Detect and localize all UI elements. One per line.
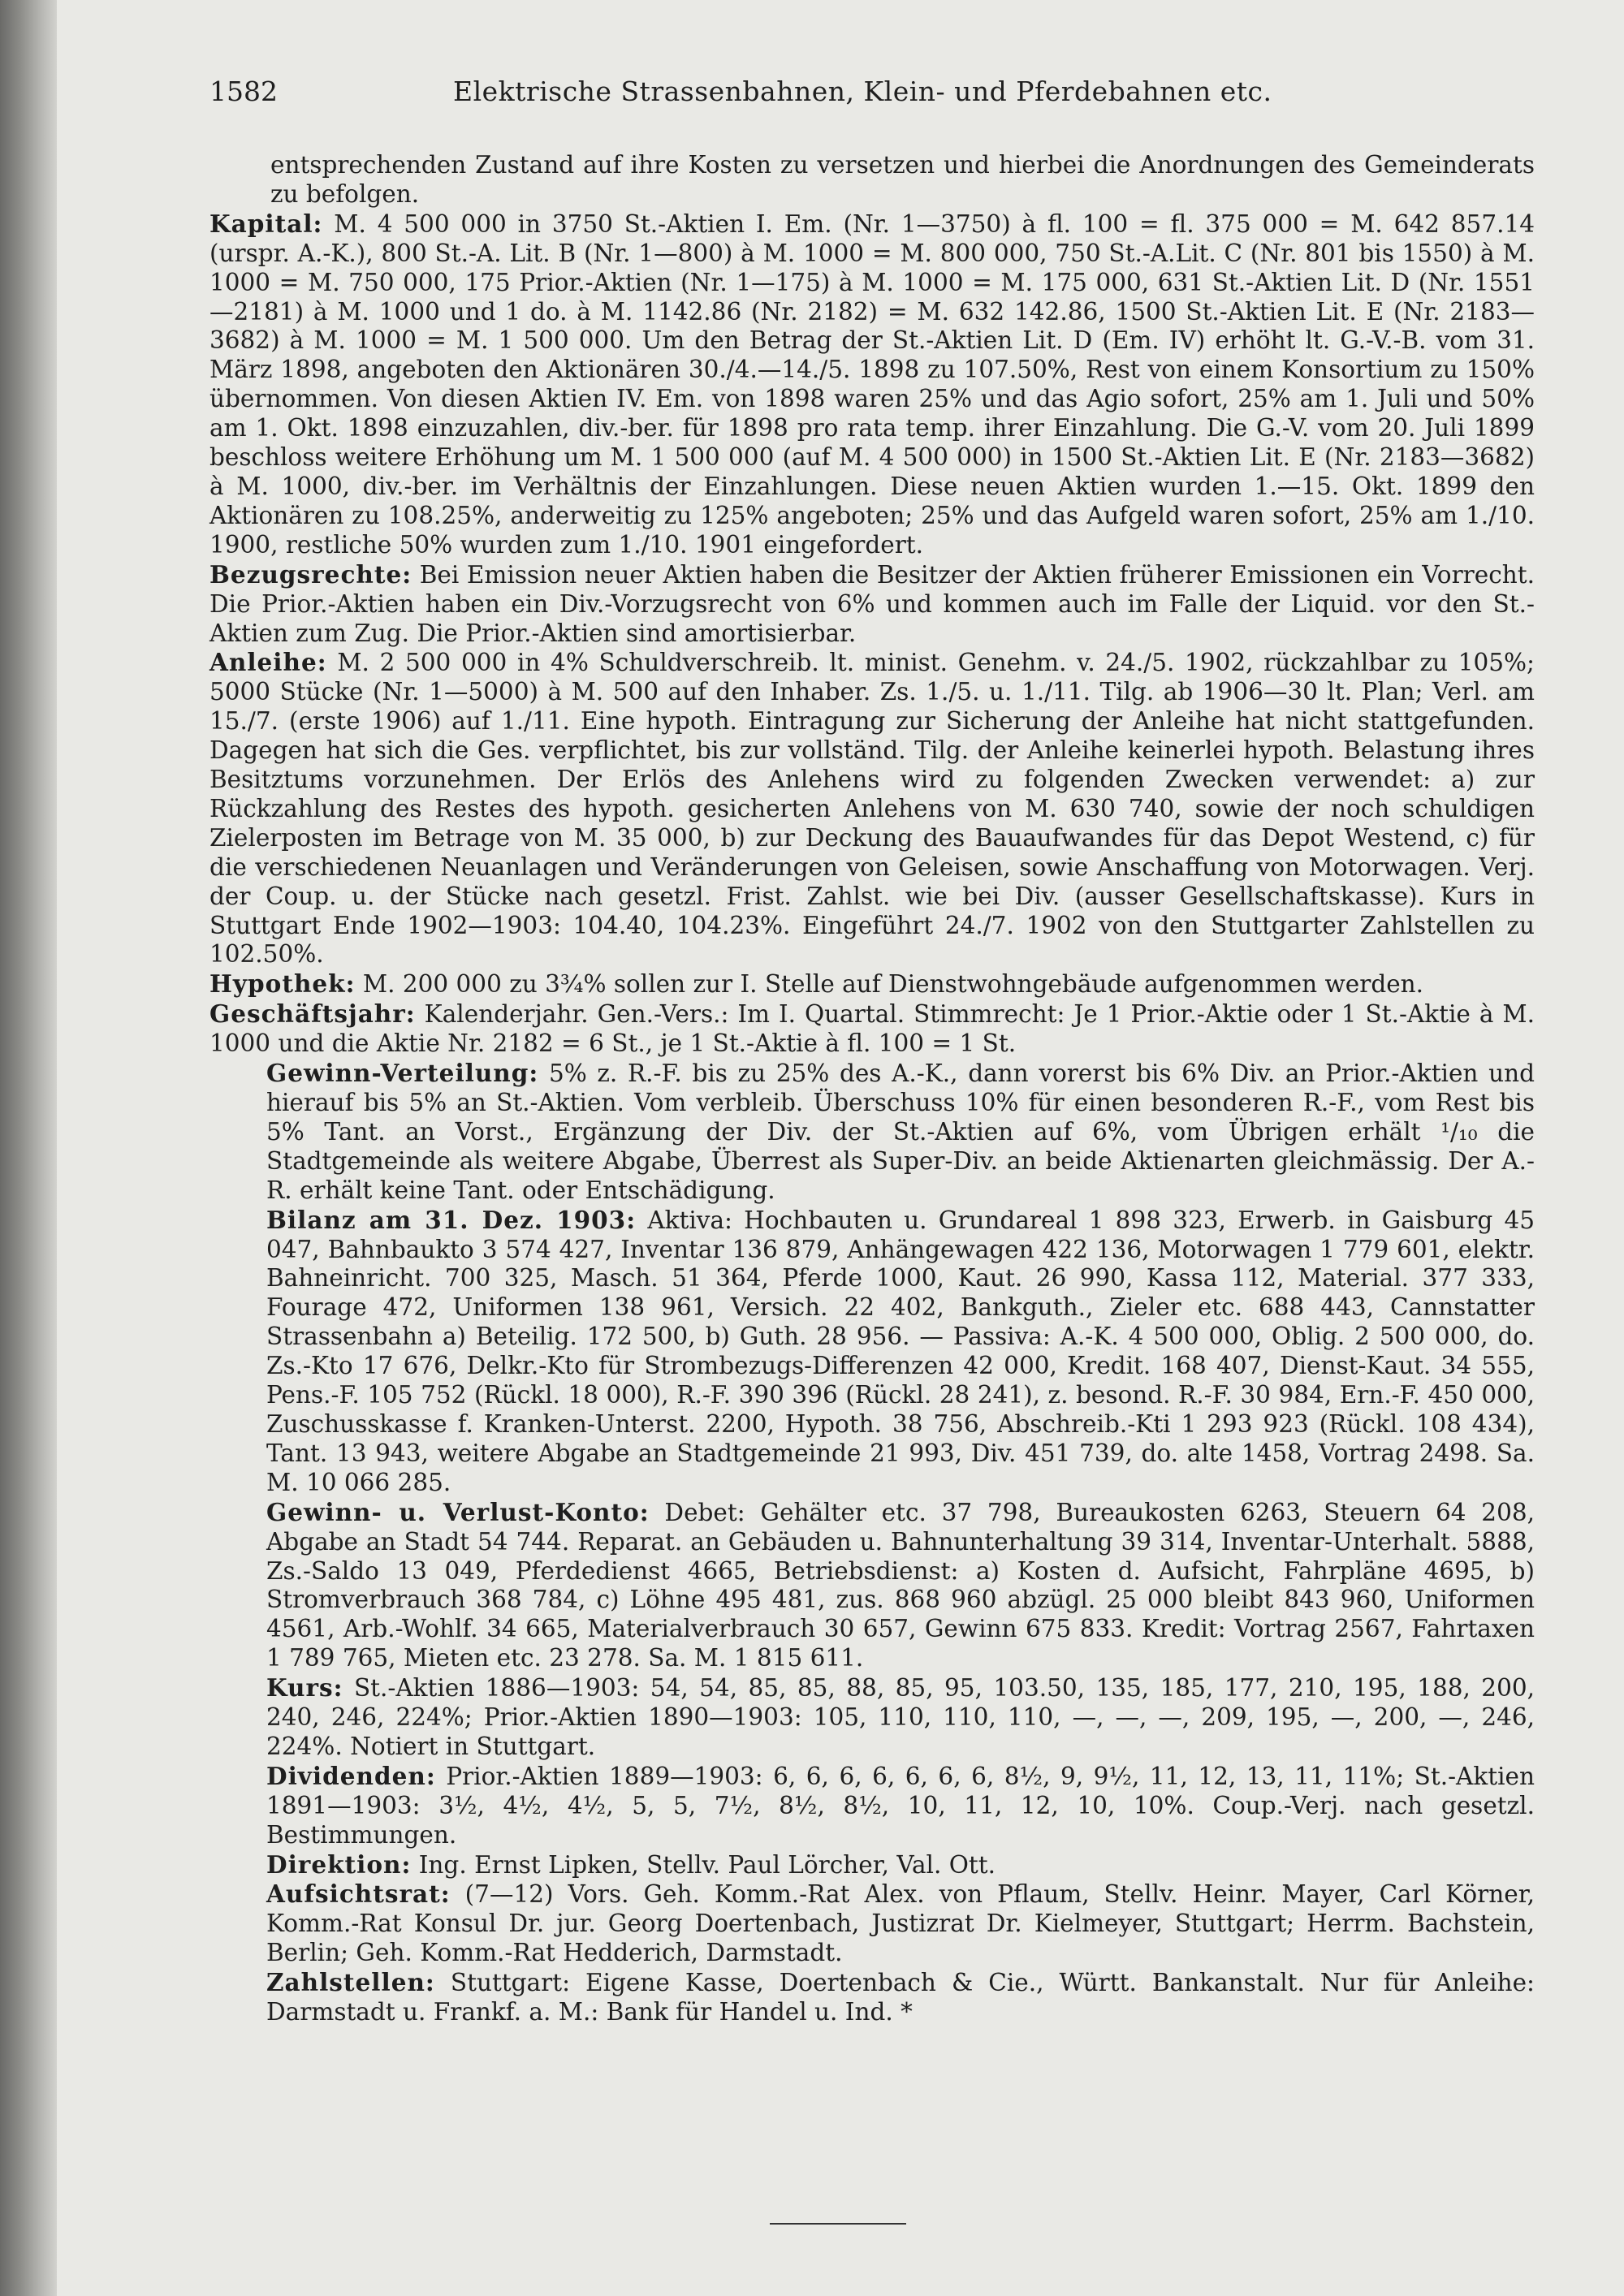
section-heading: Gewinn- u. Verlust-Konto: [266,1497,650,1526]
paragraph-text: Prior.-Aktien 1889—1903: 6, 6, 6, 6, 6, 6, 6, 8½, 9, 9½, 11, 12, 13, 11, 11%; St.-Aktien 1891—1903: 3½, 4½, 4½, 5, 5, 7½, 8½, 8½, 10, 11, 12, 10, 10%. Coup.-Verj. nach gesetzl. Bestimmungen. [266,1762,1535,1849]
section-heading: Anleihe: [209,648,327,677]
book-spine-shadow [0,0,57,2296]
section-heading: Direktion: [266,1849,412,1879]
section-heading: Zahlstellen: [266,1968,435,1997]
paragraph-text: M. 200 000 zu 3¾% sollen zur I. Stelle auf Dienstwohngebäude aufgenommen werden. [362,970,1424,999]
paragraph-dividenden [209,1762,1535,1850]
paragraph-geschaeftsjahr [209,999,1535,1059]
paragraph-text: Aktiva: Hochbauten u. Grundareal 1 898 323, Erwerb. in Gaisburg 45 047, Bahnbaukto 3 574 427, Inventar 136 879, Anhängewagen 422 136, Motorwagen 1 779 601, elektr. Bahneinricht. 700 325, Masch. 51 364, Pferde 1000, Kaut. 26 990, Kassa 112, Material. 377 333, Fourage 472, Uniformen 138 961, Versich. 22 402, Bankguth., Zieler etc. 688 443, Cannstatter Strassenbahn a) Beteilig. 172 500, b) Guth. 28 956. — Passiva: A.-K. 4 500 000, Oblig. 2 500 000, do. Zs.-Kto 17 676, Delkr.-Kto für Strombezugs-Differenzen 42 000, Kredit. 168 407, Dienst-Kaut. 34 555, Pens.-F. 105 752 (Rückl. 18 000), R.-F. 390 396 (Rückl. 28 241), z. besond. R.-F. 30 984, Ern.-F. 450 000, Zuschusskasse f. Kranken-Unterst. 2200, Hypoth. 38 756, Abschreib.-Kti 1 293 923 (Rückl. 108 434), Tant. 13 943, weitere Abgabe an Stadtgemeinde 21 993, Div. 451 739, do. alte 1458, Vortrag 2498. Sa. M. 10 066 285. [266,1206,1535,1496]
paragraph-gewinn-verlust-konto [209,1498,1535,1673]
section-heading: Bilanz am 31. Dez. 1903: [266,1205,637,1234]
section-heading: Gewinn-Verteilung: [266,1059,539,1088]
section-heading: Geschäftsjahr: [209,999,416,1029]
paragraph-text: Bei Emission neuer Aktien haben die Besitzer der Aktien früherer Emissionen ein Vorrecht. Die Prior.-Aktien haben ein Div.-Vorzugsrecht von 6% und kommen auch im Falle der Liquid. vor den St.-Aktien zum Zug. Die Prior.-Aktien sind amortisierbar. [209,560,1535,647]
paragraph-bilanz [209,1206,1535,1498]
paragraph-text: St.-Aktien 1886—1903: 54, 54, 85, 85, 88, 85, 95, 103.50, 135, 185, 177, 210, 195, 188, 200, 240, 246, 224%; Prior.-Aktien 1890—1903: 105, 110, 110, 110, —, —, —, 209, 195, —, 200, —, 246, 224%. Notiert in Stuttgart. [266,1674,1535,1760]
paragraph-text: Debet: Gehälter etc. 37 798, Bureaukosten 6263, Steuern 64 208, Abgabe an Stadt 54 744. Reparat. an Gebäuden u. Bahnunterhaltung 39 314, Inventar-Unterhalt. 5888, Zs.-Saldo 13 049, Pferdedienst 4665, Betriebsdienst: a) Kosten d. Aufsicht, Fahrpläne 4695, b) Stromverbrauch 368 784, c) Löhne 495 481, zus. 868 960 abzügl. 25 000 bleibt 843 960, Uniformen 4561, Arb.-Wohlf. 34 665, Materialverbrauch 30 657, Gewinn 675 833. Kredit: Vortrag 2567, Fahrtaxen 1 789 765, Mieten etc. 23 278. Sa. M. 1 815 611. [266,1498,1535,1672]
paragraph-text: Ing. Ernst Lipken, Stellv. Paul Lörcher, Val. Ott. [418,1850,996,1879]
paragraph-gewinn-verteilung [209,1059,1535,1206]
paragraph-continuation [209,151,1535,209]
running-head [209,71,1444,112]
paragraph-zahlstellen [209,1968,1535,2027]
section-heading: Bezugsrechte: [209,559,412,589]
section-heading: Hypothek: [209,969,356,999]
paragraph-text: Kalenderjahr. Gen.-Vers.: Im I. Quartal. Stimmrecht: Je 1 Prior.-Aktie oder 1 St.-Aktie à M. 1000 und die Aktie Nr. 2182 = 6 St., je 1 St.-Aktie à fl. 100 = 1 St. [209,1000,1535,1058]
paragraph-text: M. 2 500 000 in 4% Schuldverschreib. lt. minist. Genehm. v. 24./5. 1902, rückzahlbar zu 105%; 5000 Stücke (Nr. 1—5000) à M. 500 auf den Inhaber. Zs. 1./5. u. 1./11. Tilg. ab 1906—30 lt. Plan; Verl. am 15./7. (erste 1906) auf 1./11. Eine hypoth. Eintragung zur Sicherung der Anleihe hat nicht stattgefunden. Dagegen hat sich die Ges. verpflichtet, bis zur vollständ. Tilg. der Anleihe keinerlei hypoth. Belastung ihres Besitztums vorzunehmen. Der Erlös des Anlehens wird zu folgenden Zwecken verwendet: a) zur Rückzahlung des Restes des hypoth. gesicherten Anlehens von M. 630 740, sowie der noch schuldigen Zielerposten im Betrage von M. 35 000, b) zur Deckung des Bauaufwandes für das Depot Westend, c) für die verschiedenen Neuanlagen und Veränderungen von Geleisen, sowie Anschaffung von Motorwagen. Verj. der Coup. u. der Stücke nach gesetzl. Frist. Zahlst. wie bei Div. (ausser Gesellschaftskasse). Kurs in Stuttgart Ende 1902—1903: 104.40, 104.23%. Eingeführt 24./7. 1902 von den Stuttgarter Zahlstellen zu 102.50%. [209,649,1535,969]
section-heading: Aufsichtsrat: [266,1880,451,1909]
paragraph-bezugsrechte [209,560,1535,649]
paragraph-kapital [209,209,1535,560]
paragraph-kurs [209,1673,1535,1762]
end-rule [770,2223,906,2225]
paragraph-aufsichtsrat [209,1880,1535,1968]
section-heading: Dividenden: [266,1761,436,1790]
paragraph-text: 5% z. R.-F. bis zu 25% des A.-K., dann vorerst bis 6% Div. an Prior.-Aktien und hierauf bis 5% an St.-Aktien. Vom verbleib. Überschuss 10% für einen besonderen R.-F., vom Rest bis 5% Tant. an Vorst., Ergänzung der Div. der St.-Aktien auf 6%, vom Übrigen erhält ¹/₁₀ die Stadtgemeinde als weitere Abgabe, Überrest als Super-Div. an beide Aktienarten gleichmässig. Der A.-R. erhält keine Tant. oder Entschädigung. [266,1060,1535,1204]
paragraph-hypothek [209,969,1535,999]
paragraph-text: entsprechenden Zustand auf ihre Kosten zu versetzen und hierbei die Anordnungen des Gemeinderats zu befolgen. [270,151,1535,208]
paragraph-anleihe [209,648,1535,969]
paragraph-direktion [209,1850,1535,1880]
paragraph-text: M. 4 500 000 in 3750 St.-Aktien I. Em. (Nr. 1—3750) à fl. 100 = fl. 375 000 = M. 642 857.14 (urspr. A.-K.), 800 St.-A. Lit. B (Nr. 1—800) à M. 1000 = M. 800 000, 750 St.-A.Lit. C (Nr. 801 bis 1550) à M. 1000 = M. 750 000, 175 Prior.-Aktien (Nr. 1—175) à M. 1000 = M. 175 000, 631 St.-Aktien Lit. D (Nr. 1551—2181) à M. 1000 und 1 do. à M. 1142.86 (Nr. 2182) = M. 632 142.86, 1500 St.-Aktien Lit. E (Nr. 2183—3682) à M. 1000 = M. 1 500 000. Um den Betrag der St.-Aktien Lit. D (Em. IV) erhöht lt. G.-V.-B. vom 31. März 1898, angeboten den Aktionären 30./4.—14./5. 1898 zu 107.50%, Rest von einem Konsortium zu 150% übernommen. Von diesen Aktien IV. Em. von 1898 waren 25% und das Agio sofort, 25% am 1. Juli und 50% am 1. Okt. 1898 einzuzahlen, div.-ber. für 1898 pro rata temp. ihrer Einzahlung. Die G.-V. vom 20. Juli 1899 beschloss weitere Erhöhung um M. 1 500 000 (auf M. 4 500 000) in 1500 St.-Aktien Lit. E (Nr. 2183—3682) à M. 1000, div.-ber. im Verhältnis der Einzahlungen. Diese neuen Aktien wurden 1.—15. Okt. 1899 den Aktionären zu 108.25%, anderweitig zu 125% angeboten; 25% und das Aufgeld waren sofort, 25% am 1./10. 1900, restliche 50% wurden zum 1./10. 1901 eingefordert. [209,209,1535,559]
body-text [209,151,1535,2027]
page-number: 1582 [209,76,278,107]
paragraph-text: (7—12) Vors. Geh. Komm.-Rat Alex. von Pflaum, Stellv. Heinr. Mayer, Carl Körner, Komm.-Rat Konsul Dr. jur. Georg Doertenbach, Justizrat Dr. Kielmeyer, Stuttgart; Herrm. Bachstein, Berlin; Geh. Komm.-Rat Hedderich, Darmstadt. [266,1880,1535,1967]
running-title: Elektrische Strassenbahnen, Klein- und Pferdebahnen etc. [453,76,1272,107]
section-heading: Kurs: [266,1673,343,1703]
section-heading: Kapital: [209,209,323,238]
paragraph-text: Stuttgart: Eigene Kasse, Doertenbach & Cie., Württ. Bankanstalt. Nur für Anleihe: Darmstadt u. Frankf. a. M.: Bank für Handel u. Ind. * [266,1969,1535,2026]
